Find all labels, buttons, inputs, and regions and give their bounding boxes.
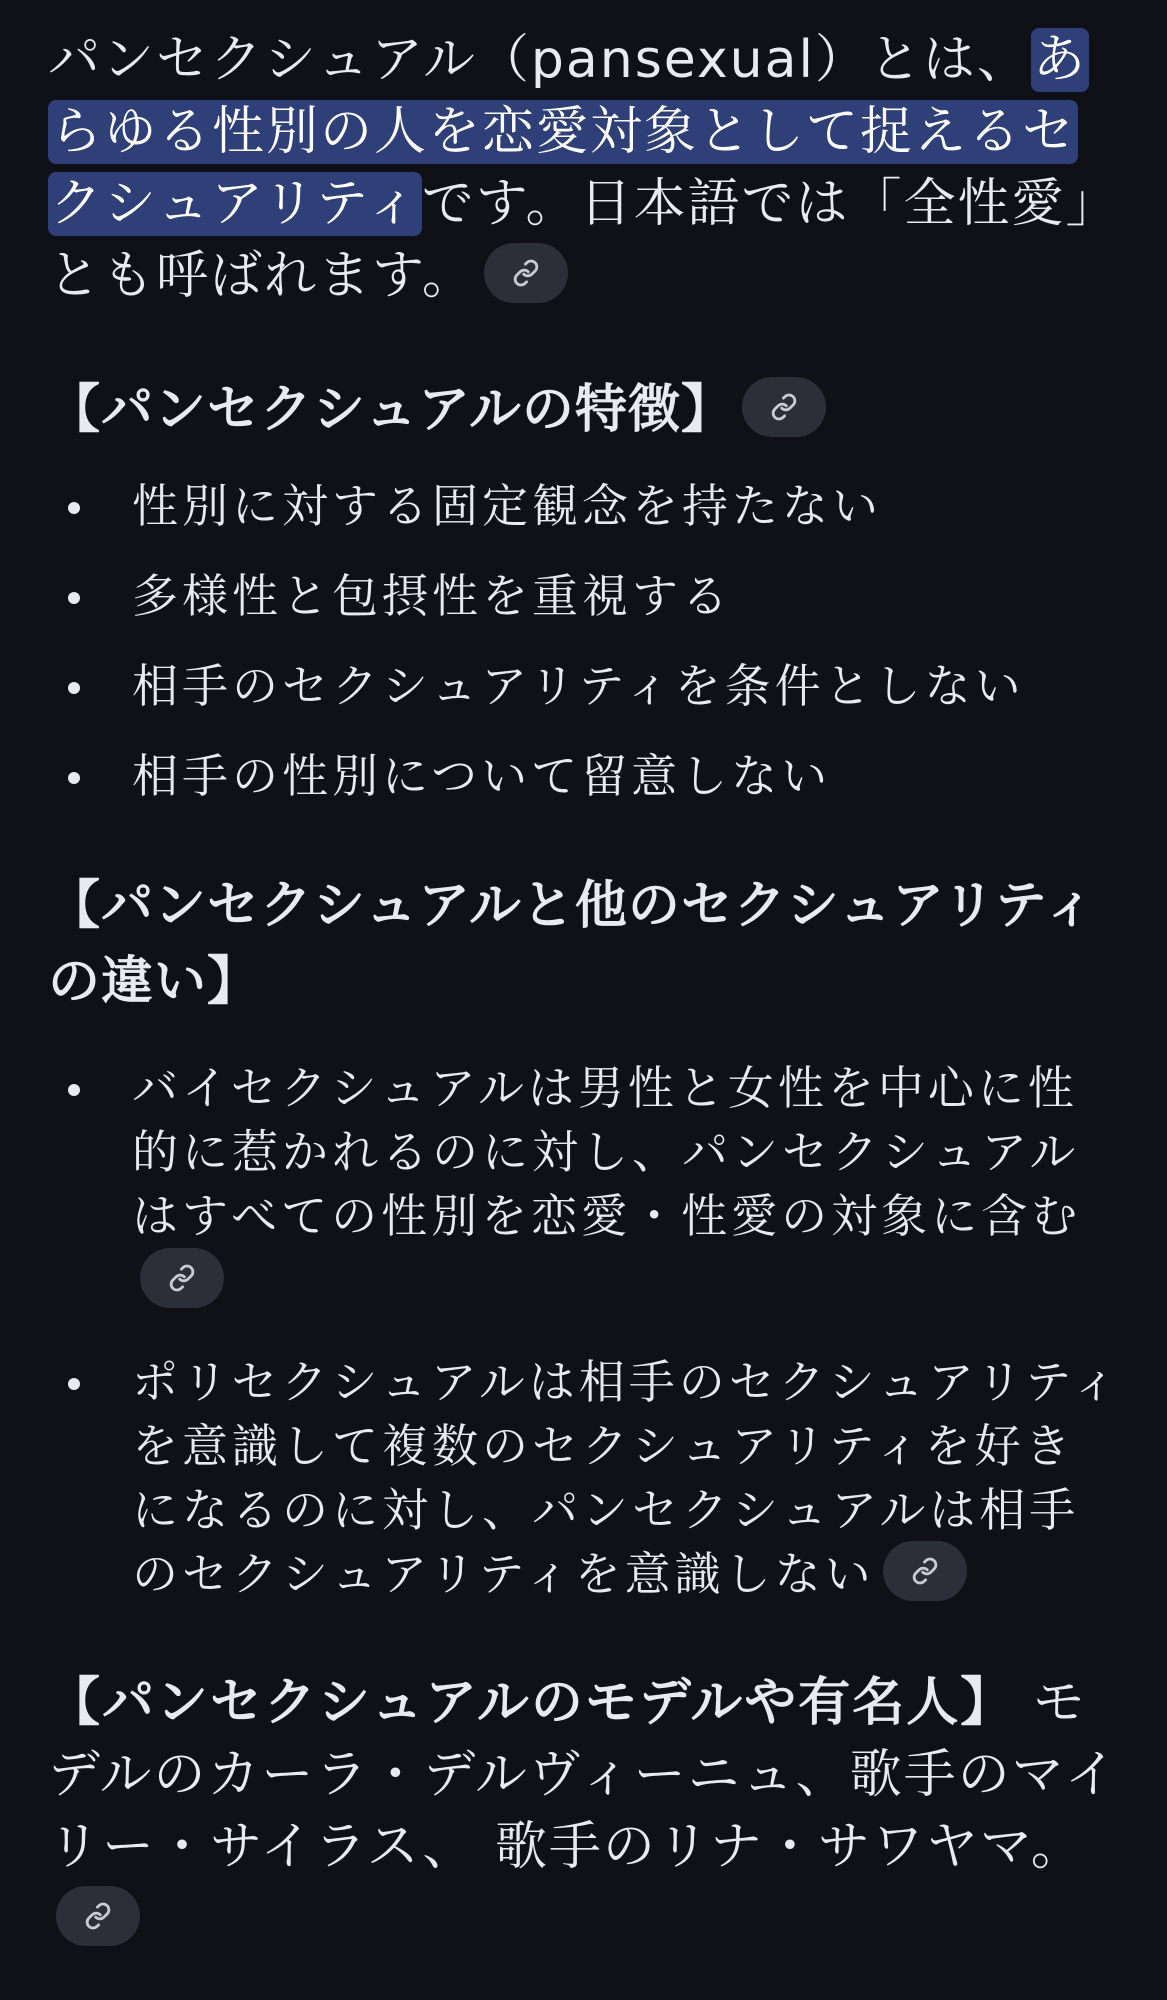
list-item-text: ポリセクシュアルは相手のセクシュアリティを意識して複数のセクシュアリティを好きになるのに対し、パンセクシュアルは相手のセクシュアリティを意識しない [132,1354,1122,1601]
list-item-text: 性別に対する固定観念を持たない [132,479,882,533]
section-heading-text: 【パンセクシュアルの特徴】 [48,380,734,440]
source-link-button[interactable] [484,243,568,303]
section-heading-differences: 【パンセクシュアルと他のセクシュアリティの違い】 [48,876,1097,1012]
list-item [48,654,1123,718]
list-item-text: バイセクシュアルは男性と女性を中心に性的に惹かれるのに対し、パンセクシュアルはすべての性別を恋愛・性愛の対象に含む [132,1061,1082,1243]
list-item [48,474,1123,538]
section-heading-features [48,372,1123,448]
list-item-text: 相手の性別について留意しない [132,749,832,803]
link-icon [770,393,798,421]
section-heading-celebrities: 【パンセクシュアルのモデルや有名人】 [48,1673,1015,1733]
source-link-button[interactable] [56,1886,140,1946]
highlighted-text[interactable]: あらゆる性別の人を恋愛対象として捉えるセクシュアリティ [50,30,1087,234]
link-icon [84,1902,112,1930]
intro-prefix: パンセクシュアル（pansexual）とは、 [48,30,1031,90]
bullet-icon [68,1378,80,1390]
list-item [48,1056,1123,1314]
list-item [48,744,1123,808]
response-content [48,24,1123,1955]
source-link-button[interactable] [883,1541,967,1601]
list-item-text: 相手のセクシュアリティを条件としない [132,659,1025,713]
link-icon [911,1557,939,1585]
celebrities-paragraph [48,1667,1123,1955]
list-item [48,1350,1123,1608]
bullet-icon [68,772,80,784]
source-link-button[interactable] [140,1248,224,1308]
intro-suffix: です。日本語では「全性愛」とも呼ばれます。 [48,174,1120,306]
list-item [48,564,1123,628]
source-link-button[interactable] [742,377,826,437]
link-icon [512,259,540,287]
bullet-icon [68,592,80,604]
link-icon [168,1264,196,1292]
celebrities-text: モデルのカーラ・デルヴィーニュ、歌手のマイリー・サイラス、 歌手のリナ・サワヤマ。 [48,1673,1119,1877]
differences-list [48,1056,1123,1607]
bullet-icon [68,1084,80,1096]
intro-paragraph [48,24,1123,312]
list-item-text: 多様性と包摂性を重視する [132,569,732,623]
bullet-icon [68,682,80,694]
features-list [48,474,1123,808]
bullet-icon [68,502,80,514]
